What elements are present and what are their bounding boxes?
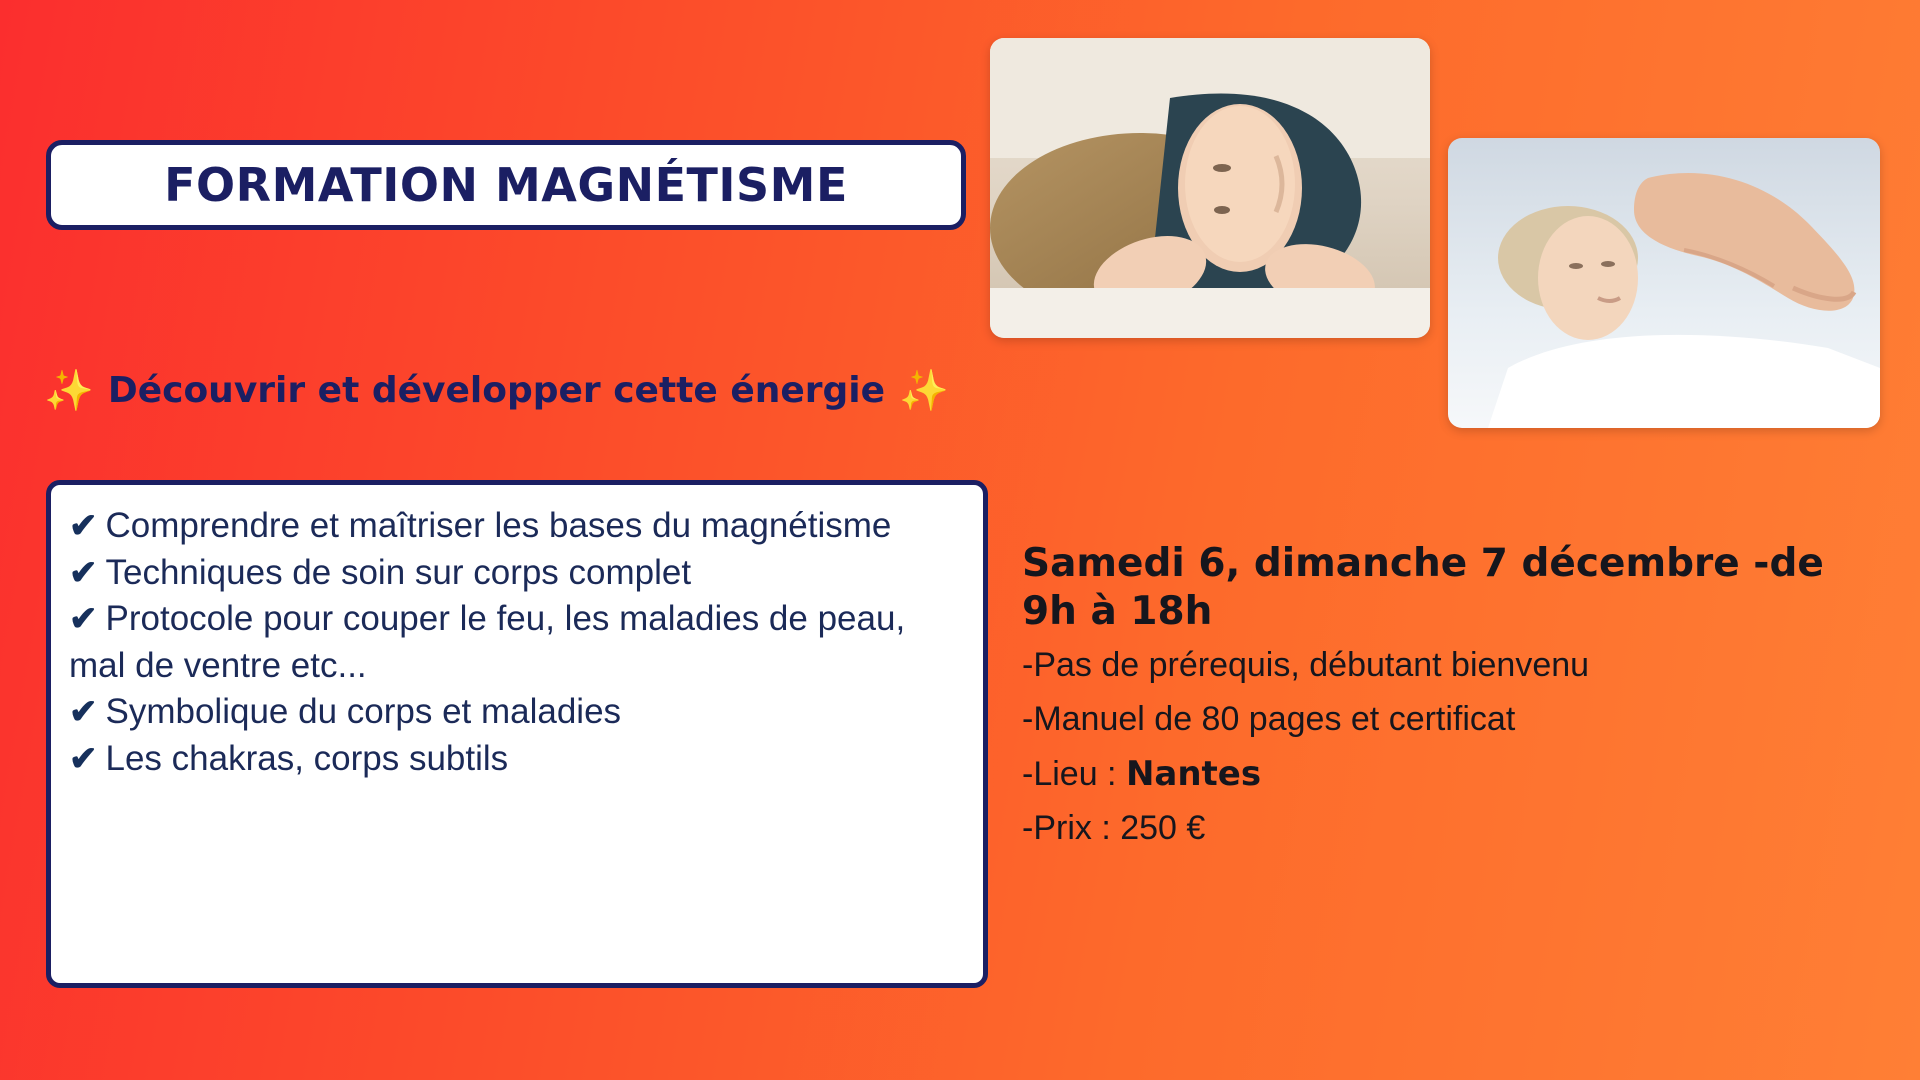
info-place-label: -Lieu : — [1022, 754, 1126, 793]
subtitle-row — [44, 370, 949, 411]
check-icon: ✔ — [69, 553, 98, 592]
info-place — [1022, 750, 1882, 798]
list-item-label: Protocole pour couper le feu, les maladies de peau, mal de ventre etc... — [69, 599, 906, 685]
title-box — [46, 140, 966, 230]
list-item — [69, 503, 961, 550]
list-item — [69, 689, 961, 736]
session-dates: Samedi 6, dimanche 7 décembre -de 9h à 18h — [1022, 541, 1824, 634]
info-prerequisites: -Pas de prérequis, débutant bienvenu — [1022, 646, 1590, 685]
check-icon: ✔ — [69, 693, 98, 732]
list-item — [69, 736, 961, 783]
sparkle-icon: ✨ — [44, 368, 94, 413]
photo-magnetism-head-treatment — [990, 38, 1430, 338]
info-column — [1022, 540, 1882, 852]
list-item — [69, 596, 961, 689]
list-item — [69, 550, 961, 597]
info-manual: -Manuel de 80 pages et certificat — [1022, 700, 1516, 739]
info-place-value: Nantes — [1125, 753, 1262, 794]
list-item-label: Les chakras, corps subtils — [105, 738, 509, 778]
bullets-card — [46, 480, 988, 988]
check-icon: ✔ — [69, 600, 98, 639]
sparkle-icon: ✨ — [899, 368, 949, 413]
check-icon: ✔ — [69, 739, 98, 778]
page-title: FORMATION MAGNÉTISME — [164, 158, 848, 212]
info-price: -Prix : 250 € — [1022, 808, 1206, 847]
list-item-label: Techniques de soin sur corps complet — [105, 552, 692, 592]
photo-magnetism-hands-over-body — [1448, 138, 1880, 428]
subtitle-text: Découvrir et développer cette énergie — [107, 370, 886, 411]
check-icon: ✔ — [69, 507, 98, 545]
list-item-label: Symbolique du corps et maladies — [105, 692, 622, 732]
list-item-label: Comprendre et maîtriser les bases du magnétisme — [105, 506, 892, 545]
